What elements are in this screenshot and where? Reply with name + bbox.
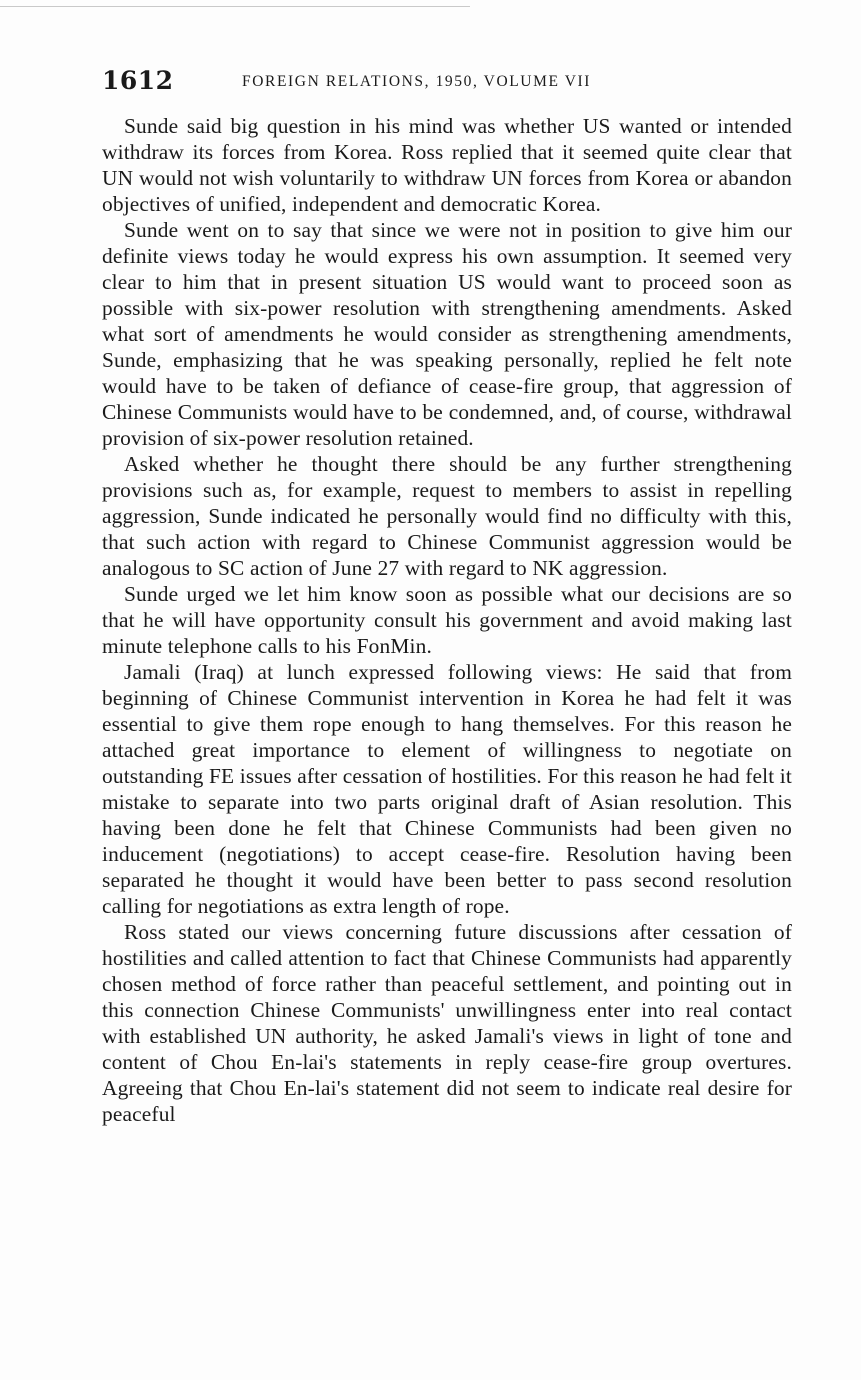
running-head — [102, 66, 802, 102]
paragraph: Sunde went on to say that since we were not in position to give him our definite views today he would express his own assumption. It seemed very clear to him that in present situation US would want to proceed soon as possible with six-power resolution with strengthening amendments. Asked what sort of amendments he would consider as strengthening amendments, Sunde, emphasizing that he was speaking personally, replied he felt note would have to be taken of defiance of cease-fire group, that aggression of Chinese Communists would have to be condemned, and, of course, withdrawal provision of six-power resolution retained. — [102, 218, 792, 450]
paragraph: Jamali (Iraq) at lunch expressed following views: He said that from beginning of Chinese Communist intervention in Korea he had felt it was essential to give them rope enough to hang themselves. For this reason he attached great importance to element of willingness to negotiate on outstanding FE issues after cessation of hostilities. For this reason he had felt it mistake to separate into two parts original draft of Asian resolution. This having been done he felt that Chinese Communists had been given no inducement (negotiations) to accept cease-fire. Resolution having been separated he thought it would have been better to pass second resolution calling for negotiations as extra length of rope. — [102, 660, 792, 918]
body-text — [102, 113, 792, 1127]
top-edge-rule — [0, 6, 470, 7]
paragraph: Ross stated our views concerning future discussions after cessation of hostilities and called attention to fact that Chinese Communists had apparently chosen method of force rather than peaceful settlement, and pointing out in this connection Chinese Communists' unwillingness enter into real contact with established UN authority, he asked Jamali's views in light of tone and content of Chou En-lai's statements in reply cease-fire group overtures. Agreeing that Chou En-lai's statement did not seem to indicate real desire for peaceful — [102, 920, 792, 1126]
running-title: FOREIGN RELATIONS, 1950, VOLUME VII — [242, 73, 592, 90]
paragraph: Sunde urged we let him know soon as possible what our decisions are so that he will have opportunity consult his government and avoid making last minute telephone calls to his FonMin. — [102, 582, 792, 658]
paragraph: Sunde said big question in his mind was whether US wanted or intended withdraw its forces from Korea. Ross replied that it seemed quite clear that UN would not wish voluntarily to withdraw UN forces from Korea or abandon objectives of unified, independent and democratic Korea. — [102, 114, 792, 216]
page-number: 1612 — [102, 66, 174, 95]
paragraph: Asked whether he thought there should be any further strengthening provisions such as, for example, request to members to assist in repelling aggression, Sunde indicated he personally would find no difficulty with this, that such action with regard to Chinese Communist aggression would be analogous to SC action of June 27 with regard to NK aggression. — [102, 452, 792, 580]
